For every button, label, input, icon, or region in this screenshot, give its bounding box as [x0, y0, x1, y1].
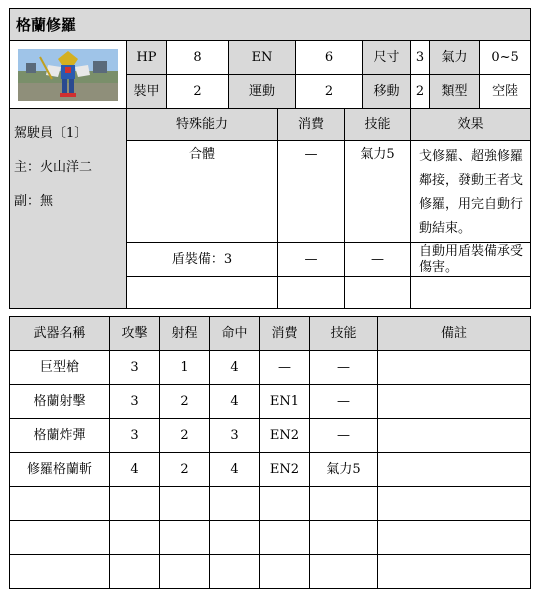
- empty-cell: [10, 487, 110, 521]
- type-label: 類型: [430, 75, 480, 109]
- ability-cost: —: [278, 141, 345, 243]
- weapon-skill: —: [310, 419, 378, 453]
- empty-cell: [110, 487, 160, 521]
- ability-header-effect: 效果: [411, 109, 531, 141]
- empty-cell: [310, 555, 378, 589]
- morale-value: 0~5: [480, 41, 531, 75]
- ability-effect: 自動用盾裝備承受傷害。: [411, 243, 531, 277]
- weapon-cost: —: [260, 351, 310, 385]
- weapon-header-note: 備註: [378, 317, 531, 351]
- ability-cost: —: [278, 243, 345, 277]
- weapon-cost: EN1: [260, 385, 310, 419]
- ability-header-cost: 消費: [278, 109, 345, 141]
- armor-label: 裝甲: [127, 75, 167, 109]
- weapon-cost: EN2: [260, 453, 310, 487]
- weapon-header-cost: 消費: [260, 317, 310, 351]
- weapon-name: 修羅格蘭斬: [10, 453, 110, 487]
- empty-cell: [160, 555, 210, 589]
- en-label: EN: [229, 41, 296, 75]
- pilot-main: 主：火山洋二: [14, 160, 93, 175]
- empty-cell: [160, 521, 210, 555]
- weapon-range: 1: [160, 351, 210, 385]
- ability-header-name: 特殊能力: [127, 109, 278, 141]
- weapon-name: 格蘭炸彈: [10, 419, 110, 453]
- weapon-note: [378, 453, 531, 487]
- weapon-note: [378, 419, 531, 453]
- weapon-header-skill: 技能: [310, 317, 378, 351]
- weapon-row: [10, 419, 531, 453]
- ability-skill: —: [345, 243, 411, 277]
- weapon-skill: —: [310, 385, 378, 419]
- weapon-header-hit: 命中: [210, 317, 260, 351]
- type-value: 空陸: [480, 75, 531, 109]
- size-value: 3: [411, 41, 430, 75]
- empty-cell: [260, 521, 310, 555]
- empty-cell: [310, 521, 378, 555]
- ability-effect: 戈修羅、超強修羅鄰接，發動王者戈修羅，用完自動行動結束。: [411, 141, 531, 243]
- ability-skill: 氣力5: [345, 141, 411, 243]
- weapon-note: [378, 351, 531, 385]
- mobility-value: 2: [296, 75, 363, 109]
- empty-cell: [10, 521, 110, 555]
- weapon-hit: 4: [210, 351, 260, 385]
- morale-label: 氣力: [430, 41, 480, 75]
- weapon-range: 2: [160, 385, 210, 419]
- weapon-range: 2: [160, 453, 210, 487]
- weapon-hit: 4: [210, 385, 260, 419]
- empty-cell: [378, 521, 531, 555]
- weapons-table: [9, 316, 531, 589]
- en-value: 6: [296, 41, 363, 75]
- weapon-row: [10, 453, 531, 487]
- weapon-cost: EN2: [260, 419, 310, 453]
- weapon-row-empty: [10, 521, 531, 555]
- ability-empty-cell: [278, 277, 345, 309]
- empty-cell: [10, 555, 110, 589]
- weapon-skill: 氣力5: [310, 453, 378, 487]
- empty-cell: [378, 555, 531, 589]
- hp-label: HP: [127, 41, 167, 75]
- pilot-count: 駕駛員〔1〕: [14, 126, 88, 141]
- unit-portrait: [10, 41, 127, 109]
- weapon-attack: 3: [110, 419, 160, 453]
- move-label: 移動: [363, 75, 411, 109]
- weapon-name: 巨型槍: [10, 351, 110, 385]
- armor-value: 2: [167, 75, 229, 109]
- weapon-name: 格蘭射擊: [10, 385, 110, 419]
- empty-cell: [260, 487, 310, 521]
- empty-cell: [110, 521, 160, 555]
- weapon-header-name: 武器名稱: [10, 317, 110, 351]
- pilot-sub: 副：無: [14, 194, 54, 209]
- ability-empty-cell: [345, 277, 411, 309]
- weapon-row: [10, 385, 531, 419]
- weapon-hit: 3: [210, 419, 260, 453]
- unit-table: [9, 8, 531, 309]
- robot-image: [18, 49, 118, 101]
- empty-cell: [110, 555, 160, 589]
- empty-cell: [160, 487, 210, 521]
- mobility-label: 運動: [229, 75, 296, 109]
- ability-name: 盾裝備：3: [127, 243, 278, 277]
- weapon-row-empty: [10, 555, 531, 589]
- weapon-attack: 3: [110, 385, 160, 419]
- weapon-header-attack: 攻擊: [110, 317, 160, 351]
- size-label: 尺寸: [363, 41, 411, 75]
- ability-header-skill: 技能: [345, 109, 411, 141]
- empty-cell: [378, 487, 531, 521]
- empty-cell: [310, 487, 378, 521]
- empty-cell: [210, 487, 260, 521]
- ability-name: 合體: [127, 141, 278, 243]
- weapon-attack: 4: [110, 453, 160, 487]
- empty-cell: [260, 555, 310, 589]
- weapon-row-empty: [10, 487, 531, 521]
- empty-cell: [210, 555, 260, 589]
- unit-title: 格蘭修羅: [10, 9, 531, 41]
- hp-value: 8: [167, 41, 229, 75]
- empty-cell: [210, 521, 260, 555]
- weapon-range: 2: [160, 419, 210, 453]
- weapon-note: [378, 385, 531, 419]
- pilot-info: [10, 109, 127, 309]
- weapon-hit: 4: [210, 453, 260, 487]
- weapon-row: [10, 351, 531, 385]
- ability-empty-cell: [411, 277, 531, 309]
- weapon-skill: —: [310, 351, 378, 385]
- weapon-attack: 3: [110, 351, 160, 385]
- ability-empty-cell: [127, 277, 278, 309]
- weapon-header-range: 射程: [160, 317, 210, 351]
- move-value: 2: [411, 75, 430, 109]
